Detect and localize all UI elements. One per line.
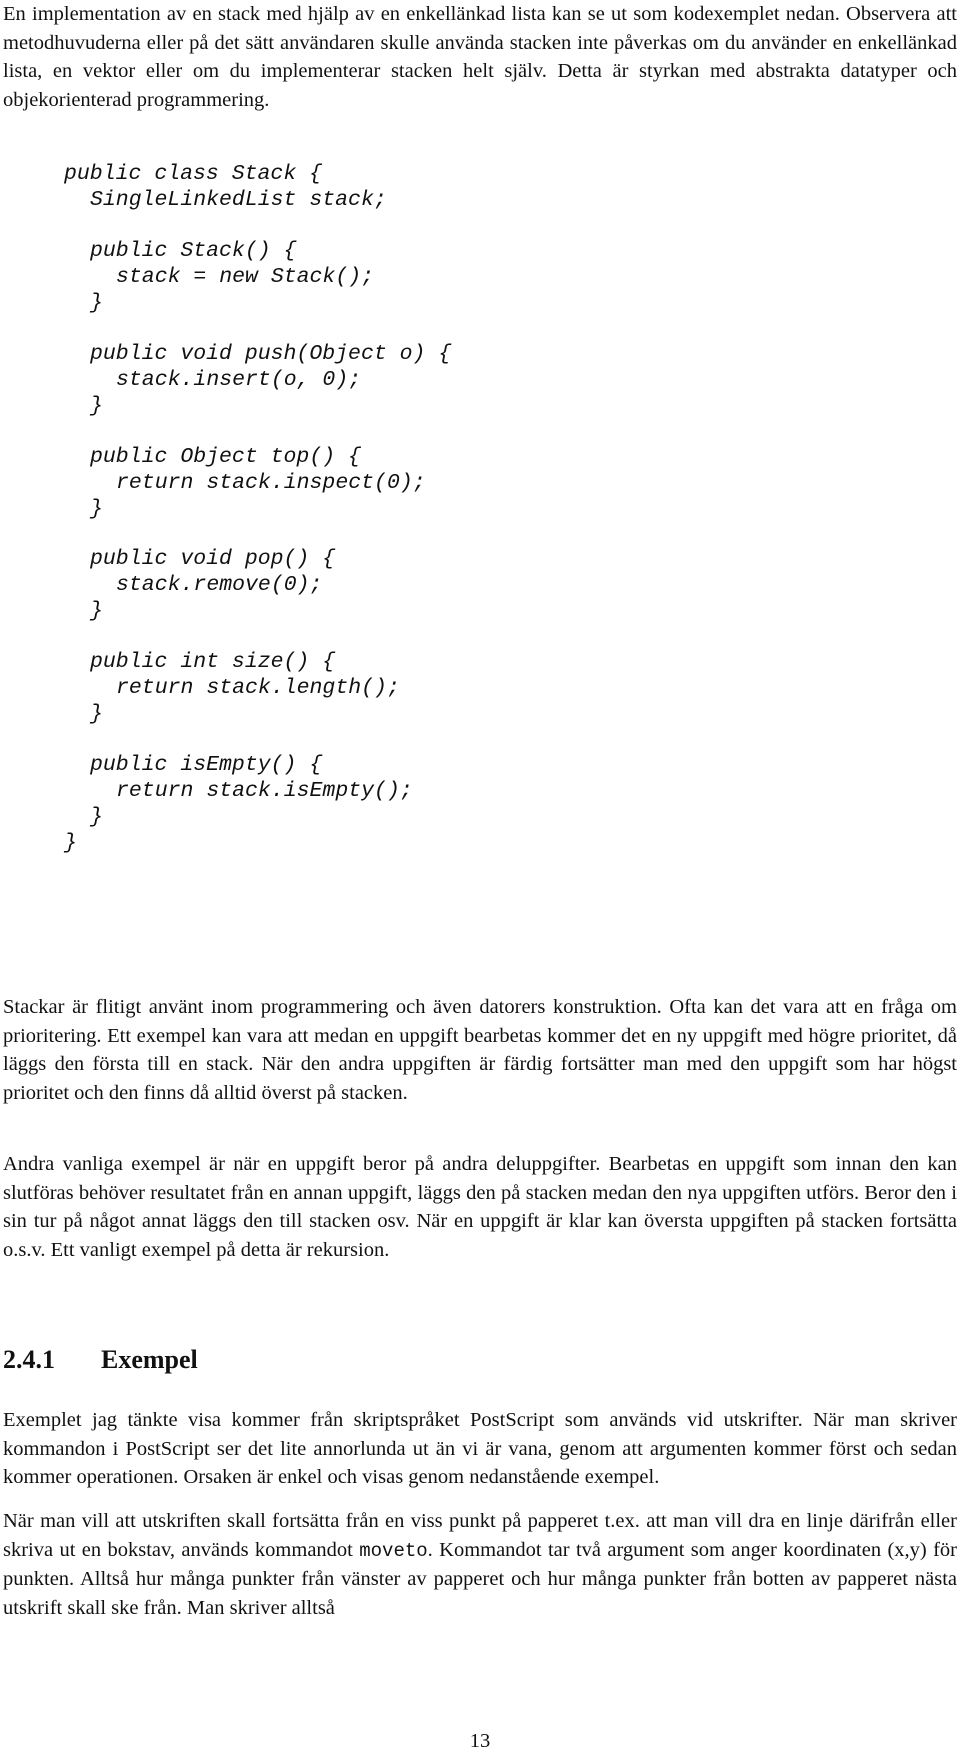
code-line: } xyxy=(90,702,103,726)
code-line: return stack.inspect(0); xyxy=(116,471,426,495)
code-line: return stack.length(); xyxy=(116,676,400,700)
code-line: public void push(Object o) { xyxy=(90,342,452,366)
code-line: stack.insert(o, 0); xyxy=(116,368,362,392)
code-line: stack = new Stack(); xyxy=(116,265,375,289)
code-line: public Object top() { xyxy=(90,445,361,469)
code-line: } xyxy=(90,394,103,418)
paragraph-stack-usage: Stackar är flitigt använt inom programmering och även datorers konstruktion. Ofta kan det vara att en fråga om prioritering. Ett exempel kan vara att medan en uppgift bearbetas kommer det en ny uppgift med högre prioritet, då läggs den första till en stack. När den andra uppgiften är färdig fortsätter man med den uppgift som har högst prioritet och den finns då alltid överst på stacken. xyxy=(3,996,957,1105)
section-number: 2.4.1 xyxy=(3,1345,55,1374)
moveto-command: moveto xyxy=(359,1539,428,1562)
code-line: public Stack() { xyxy=(90,239,297,263)
code-line: stack.remove(0); xyxy=(116,573,323,597)
code-line: } xyxy=(90,291,103,315)
code-line: } xyxy=(90,599,103,623)
code-line: public class Stack { xyxy=(64,162,323,186)
paragraph-moveto xyxy=(3,1507,957,1623)
section-title: Exempel xyxy=(101,1345,198,1374)
code-line: } xyxy=(90,497,103,521)
code-line: } xyxy=(90,805,103,829)
code-line: public isEmpty() { xyxy=(90,753,323,777)
paragraph-moveto-text-2: . Kommandot tar två argument som anger koordinaten (x,y) för punkten. Alltså hur många punkter från vänster av papperet och hur många punkter från botten av papperet nästa utskrift skall ske från. Man skriver alltså xyxy=(3,1538,958,1620)
paragraph-moveto-text-1: När man vill att utskriften skall fortsätta från en viss punkt på papperet t.ex. att man vill dra en linje därifrån eller skriva ut en bokstav, används kommandot xyxy=(3,1510,957,1561)
code-line: SingleLinkedList stack; xyxy=(90,188,387,212)
intro-paragraph: En implementation av en stack med hjälp av en enkellänkad lista kan se ut som kodexemplet nedan. Observera att metodhuvuderna eller på det sätt användaren skulle använda stacken inte påverkas om du använder en enkellänkad lista, en vektor eller om du implementerar stacken helt själv. Detta är styrkan med abstrakta datatyper och objekorienterad programmering. xyxy=(3,3,957,112)
paragraph-subtasks: Andra vanliga exempel är när en uppgift beror på andra deluppgifter. Bearbetas en uppgift som innan den kan slutföras behöver resultatet från en annan uppgift, läggs den på stacken medan den nya uppgiften utförs. Beror den i sin tur på något annat läggs den till stacken osv. När en uppgift är klar kan översta uppgiften på stacken fortsätta o.s.v. Ett vanligt exempel på detta är rekursion. xyxy=(3,1153,957,1262)
code-line: return stack.isEmpty(); xyxy=(116,779,413,803)
code-line: public void pop() { xyxy=(90,547,336,571)
code-line: } xyxy=(64,831,77,855)
page-number: 13 xyxy=(469,1730,491,1752)
paragraph-postscript-intro: Exemplet jag tänkte visa kommer från skriptspråket PostScript som används vid utskrifter. När man skriver kommandon i PostScript ser det lite annorlunda ut än vi är vana, genom att argumenten kommer först och sedan kommer operationen. Orsaken är enkel och visas genom nedanstående exempel. xyxy=(3,1409,957,1489)
section-heading xyxy=(3,1343,198,1377)
code-line: public int size() { xyxy=(90,650,336,674)
